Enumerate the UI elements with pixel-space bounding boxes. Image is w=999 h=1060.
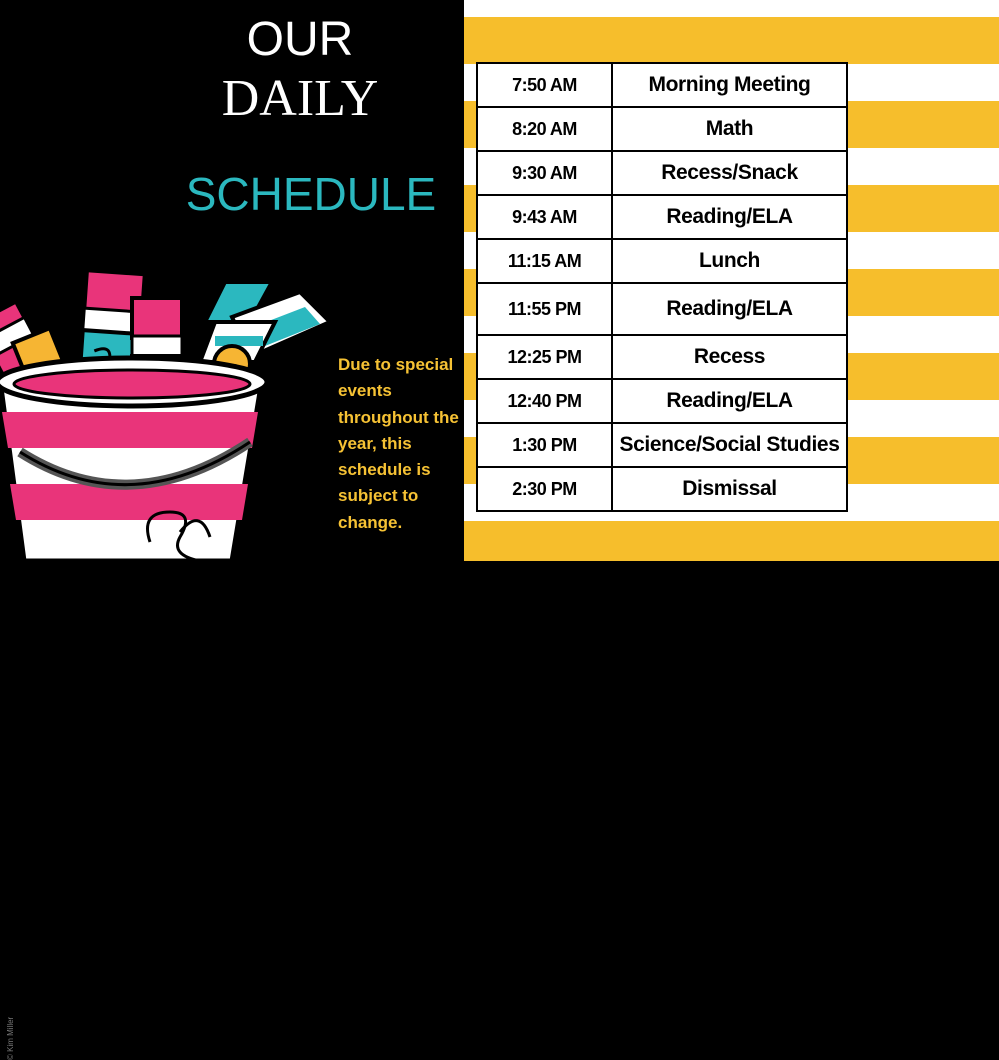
schedule-row <box>477 239 847 283</box>
schedule-activity: Science/Social Studies <box>612 423 847 467</box>
schedule-body <box>477 63 847 511</box>
schedule-row <box>477 107 847 151</box>
schedule-activity: Reading/ELA <box>612 195 847 239</box>
schedule-time: 1:30 PM <box>477 423 612 467</box>
schedule-row <box>477 151 847 195</box>
schedule-row <box>477 283 847 335</box>
schedule-time: 7:50 AM <box>477 63 612 107</box>
schedule-row <box>477 195 847 239</box>
schedule-time: 11:55 PM <box>477 283 612 335</box>
left-panel <box>0 0 464 1060</box>
title-our: OUR <box>246 13 354 66</box>
copyright-credit: © Kim Miller <box>6 1016 15 1060</box>
schedule-activity: Reading/ELA <box>612 283 847 335</box>
credit-wrap <box>2 548 15 1060</box>
schedule-activity: Lunch <box>612 239 847 283</box>
schedule-activity: Dismissal <box>612 467 847 511</box>
title-schedule: SCHEDULE <box>185 168 437 220</box>
schedule-row <box>477 467 847 511</box>
schedule-row <box>477 379 847 423</box>
schedule-activity: Recess/Snack <box>612 151 847 195</box>
schedule-activity: Morning Meeting <box>612 63 847 107</box>
schedule-time: 12:40 PM <box>477 379 612 423</box>
title-daily: DAILY <box>221 70 379 127</box>
schedule-time: 9:30 AM <box>477 151 612 195</box>
schedule-activity: Recess <box>612 335 847 379</box>
schedule-table <box>476 62 848 512</box>
schedule-time: 8:20 AM <box>477 107 612 151</box>
schedule-time: 9:43 AM <box>477 195 612 239</box>
schedule-time: 2:30 PM <box>477 467 612 511</box>
schedule-row <box>477 63 847 107</box>
schedule-activity: Reading/ELA <box>612 379 847 423</box>
schedule-activity: Math <box>612 107 847 151</box>
schedule-time: 12:25 PM <box>477 335 612 379</box>
schedule-time: 11:15 AM <box>477 239 612 283</box>
schedule-row <box>477 335 847 379</box>
school-supplies-bucket-illustration <box>0 262 345 561</box>
schedule-row <box>477 423 847 467</box>
schedule-change-note: Due to special events throughout the year, this schedule is subject to change. <box>338 355 459 532</box>
